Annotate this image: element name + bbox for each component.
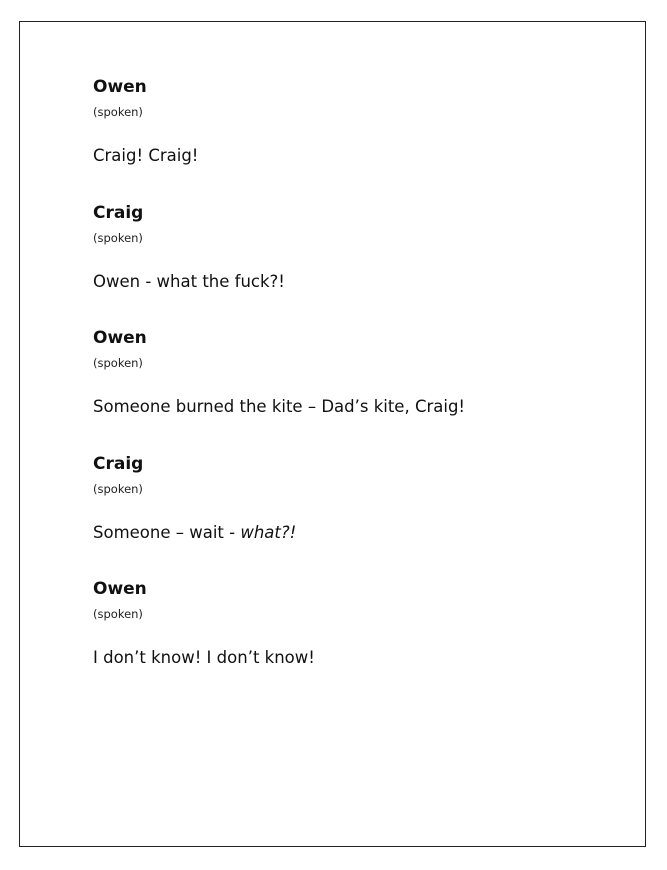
dialogue-text: Someone – wait -	[93, 522, 241, 542]
dialogue-text: Craig! Craig!	[93, 146, 199, 165]
speaker-name: Owen	[93, 579, 147, 599]
script-page	[19, 21, 646, 847]
speaker-name: Craig	[93, 453, 144, 474]
dialogue-text: Someone burned the kite – Dad’s kite, Craig!	[93, 397, 466, 416]
dialogue-list	[93, 76, 613, 704]
dialogue-line	[93, 145, 198, 167]
dialogue-block	[93, 327, 613, 453]
speaker-name: Craig	[93, 202, 144, 223]
dialogue-line	[93, 647, 315, 669]
stage-direction: (spoken)	[93, 230, 143, 245]
dialogue-line	[93, 522, 296, 544]
speaker-name: Owen	[93, 328, 147, 348]
dialogue-block	[93, 202, 613, 328]
stage-direction: (spoken)	[93, 607, 143, 621]
dialogue-block	[93, 76, 613, 202]
dialogue-line	[93, 271, 285, 293]
speaker-name: Owen	[93, 77, 147, 97]
dialogue-text: Owen - what the fuck?!	[93, 271, 285, 291]
dialogue-line	[93, 396, 465, 418]
stage-direction: (spoken)	[93, 105, 143, 119]
dialogue-block	[93, 578, 613, 704]
dialogue-text: I don’t know! I don’t know!	[93, 648, 315, 667]
dialogue-block	[93, 453, 613, 579]
stage-direction: (spoken)	[93, 481, 143, 496]
dialogue-emphasis: what?!	[240, 522, 297, 542]
stage-direction: (spoken)	[93, 356, 143, 370]
